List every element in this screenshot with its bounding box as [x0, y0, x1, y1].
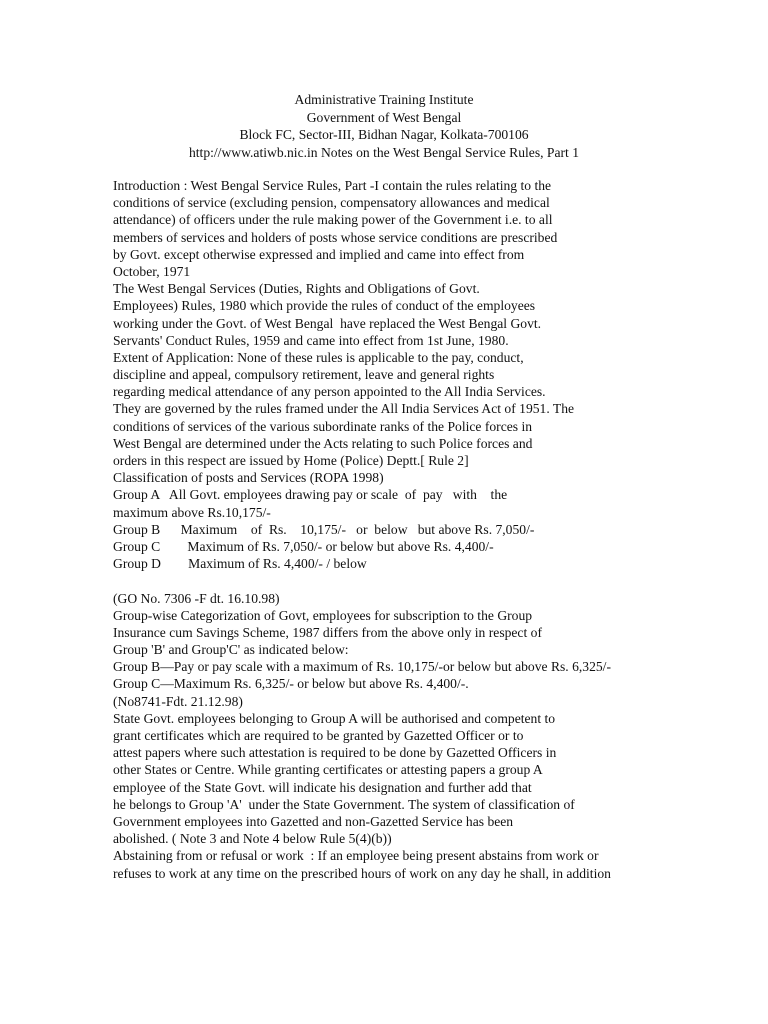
body-text-line: Extent of Application: None of these rules is applicable to the pay, conduct,: [113, 349, 524, 365]
body-text-line: Insurance cum Savings Scheme, 1987 differs from the above only in respect of: [113, 624, 542, 640]
body-text-line: The West Bengal Services (Duties, Rights and Obligations of Govt.: [113, 281, 480, 297]
government-name: Government of West Bengal: [306, 109, 462, 125]
body-text-line: Group C—Maximum Rs. 6,325/- or below but above Rs. 4,400/-.: [113, 676, 469, 692]
body-text-line: abolished. ( Note 3 and Note 4 below Rule 5(4)(b)): [113, 831, 392, 847]
body-text-line: West Bengal are determined under the Acts relating to such Police forces and: [113, 435, 533, 451]
body-text-line: maximum above Rs.10,175/-: [113, 504, 271, 520]
body-text-line: attendance) of officers under the rule making power of the Government i.e. to all: [113, 212, 553, 228]
document-body: [113, 177, 673, 882]
body-text-line: Servants' Conduct Rules, 1959 and came into effect from 1st June, 1980.: [113, 332, 509, 348]
body-text-line: conditions of services of the various subordinate ranks of the Police forces in: [113, 418, 533, 434]
body-text-line: by Govt. except otherwise expressed and implied and came into effect from: [113, 246, 525, 262]
body-text-line: State Govt. employees belonging to Group A will be authorised and competent to: [113, 710, 556, 726]
body-text-line: he belongs to Group 'A' under the State Government. The system of classification of: [113, 796, 575, 812]
body-text-line: Employees) Rules, 1980 which provide the rules of conduct of the employees: [113, 298, 536, 314]
body-text-line: grant certificates which are required to be granted by Gazetted Officer or to: [113, 728, 524, 743]
document-header: [0, 91, 768, 161]
body-text-line: members of services and holders of posts whose service conditions are prescribed: [113, 229, 558, 245]
body-text-line: Group A All Govt. employees drawing pay or scale of pay with the: [113, 487, 508, 503]
body-text-line: refuses to work at any time on the prescribed hours of work on any day he shall, in addition: [113, 865, 611, 881]
body-text-line: (GO No. 7306 -F dt. 16.10.98): [113, 590, 280, 606]
body-text-line: Introduction : West Bengal Service Rules, Part -I contain the rules relating to the: [113, 178, 552, 193]
body-text-line: Classification of posts and Services (ROPA 1998): [113, 470, 384, 486]
body-text-line: Group B—Pay or pay scale with a maximum of Rs. 10,175/-or below but above Rs. 6,325/-: [113, 659, 611, 675]
body-text-line: working under the Govt. of West Bengal have replaced the West Bengal Govt.: [113, 315, 542, 331]
body-text-line: Group C Maximum of Rs. 7,050/- or below but above Rs. 4,400/-: [113, 538, 494, 554]
body-text-line: Group 'B' and Group'C' as indicated below:: [113, 642, 349, 658]
body-text-line: regarding medical attendance of any person appointed to the All India Services.: [113, 384, 546, 400]
body-text-line: discipline and appeal, compulsory retirement, leave and general rights: [113, 367, 495, 383]
body-text-line: October, 1971: [113, 263, 191, 279]
blank-line: [113, 572, 673, 589]
institute-name: Administrative Training Institute: [294, 92, 474, 107]
body-text-line: (No8741-Fdt. 21.12.98): [113, 693, 243, 709]
body-text-line: conditions of service (excluding pension, compensatory allowances and medical: [113, 195, 550, 211]
body-text-line: attest papers where such attestation is required to be done by Gazetted Officers in: [113, 745, 557, 761]
body-text-line: Government employees into Gazetted and non-Gazetted Service has been: [113, 813, 514, 829]
body-text-line: employee of the State Govt. will indicate his designation and further add that: [113, 779, 532, 795]
body-text-line: Group B Maximum of Rs. 10,175/- or below but above Rs. 7,050/-: [113, 521, 535, 537]
body-text-line: other States or Centre. While granting certificates or attesting papers a group A: [113, 762, 543, 778]
institute-address: Block FC, Sector-III, Bidhan Nagar, Kolkata-700106: [239, 127, 529, 142]
body-text-line: Group-wise Categorization of Govt, employees for subscription to the Group: [113, 607, 533, 623]
body-text-line: orders in this respect are issued by Home (Police) Deptt.[ Rule 2]: [113, 453, 469, 468]
body-text-line: Abstaining from or refusal or work : If an employee being present abstains from work or: [113, 848, 599, 864]
document-title: http://www.atiwb.nic.in Notes on the West Bengal Service Rules, Part 1: [188, 144, 580, 160]
body-text-line: They are governed by the rules framed under the All India Services Act of 1951. The: [113, 401, 575, 417]
body-text-line: Group D Maximum of Rs. 4,400/- / below: [113, 556, 367, 572]
